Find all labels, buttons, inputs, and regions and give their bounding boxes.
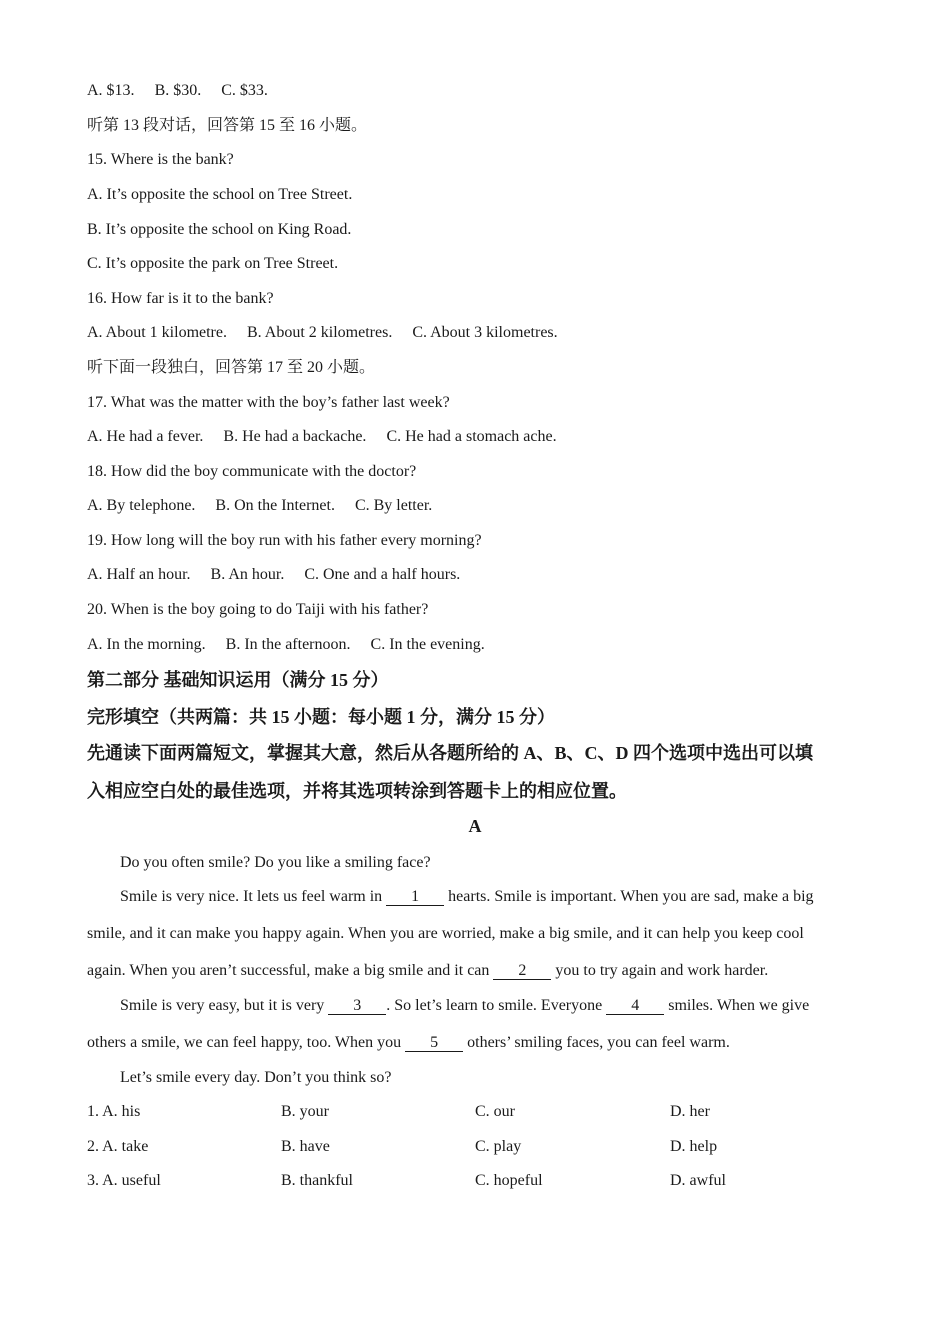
option-q2-d: D. help (670, 1138, 718, 1155)
q16-question: 16. How far is it to the bank? (87, 290, 274, 307)
text-segment: Smile is very easy, but it is very (120, 997, 329, 1014)
q17-question: 17. What was the matter with the boy’s father last week? (87, 394, 450, 411)
q16-option-a: A. About 1 kilometre. (87, 324, 227, 341)
blank-1: 1 (386, 888, 444, 906)
q18-option-b: B. On the Internet. (215, 497, 335, 514)
cloze-instruction-line1: 先通读下面两篇短文，掌握其大意，然后从各题所给的 A、B、C、D 四个选项中选出可以填 (87, 743, 813, 763)
q18-option-c: C. By letter. (354, 497, 433, 514)
q15-option-a: A. It’s opposite the school on Tree Street. (87, 186, 353, 203)
passage-paragraph-3-line-2 (87, 1033, 863, 1053)
passage-paragraph-2-line-2: smile, and it can make you happy again. When you are worried, make a big smile, and it can help you keep cool (87, 925, 804, 942)
passage-paragraph-3-line-1 (87, 996, 896, 1016)
text-segment: Smile is very nice. It lets us feel warm in (120, 888, 387, 905)
q14-option-c: C. $33. (221, 82, 268, 99)
cloze-title: 完形填空（共两篇：共 15 小题：每小题 1 分，满分 15 分） (87, 707, 555, 727)
blank-5: 5 (405, 1034, 463, 1052)
text-segment: others a smile, we can feel happy, too. When you (87, 1034, 406, 1051)
text-segment: smiles. When we give (664, 997, 810, 1014)
q19-option-b: B. An hour. (210, 566, 285, 583)
q14-options (87, 81, 268, 101)
text-segment: . So let’s learn to smile. Everyone (386, 997, 607, 1014)
q19-options (87, 565, 460, 585)
text-segment: others’ smiling faces, you can feel warm. (463, 1034, 730, 1051)
q15-option-c: C. It’s opposite the park on Tree Street. (87, 255, 339, 272)
q18-option-a: A. By telephone. (87, 497, 196, 514)
option-q1-c: C. our (475, 1103, 515, 1120)
option-q3-c: C. hopeful (475, 1172, 543, 1189)
q20-option-c: C. In the evening. (370, 636, 485, 653)
q18-question: 18. How did the boy communicate with the doctor? (87, 463, 417, 480)
cloze-instruction-line2: 入相应空白处的最佳选项，并将其选项转涂到答题卡上的相应位置。 (87, 781, 627, 801)
blank-2: 2 (493, 962, 551, 980)
passage-paragraph-2-line-3 (87, 961, 863, 981)
dialog13-instruction: 听第 13 段对话，回答第 15 至 16 小题。 (87, 117, 368, 134)
q20-options (87, 635, 485, 655)
q20-option-a: A. In the morning. (87, 636, 206, 653)
q15-question: 15. Where is the bank? (87, 151, 234, 168)
passage-label: A (468, 816, 482, 836)
q19-question: 19. How long will the boy run with his father every morning? (87, 532, 482, 549)
passage-paragraph-2-line-1 (87, 887, 896, 907)
part2-title: 第二部分 基础知识运用（满分 15 分） (87, 670, 389, 690)
q20-question: 20. When is the boy going to do Taiji with his father? (87, 601, 429, 618)
blank-3: 3 (328, 997, 386, 1015)
q16-option-b: B. About 2 kilometres. (246, 324, 393, 341)
option-q1-b: B. your (281, 1103, 329, 1120)
q17-option-c: C. He had a stomach ache. (386, 428, 557, 445)
option-q2-b: B. have (281, 1138, 330, 1155)
q19-option-c: C. One and a half hours. (304, 566, 461, 583)
q17-option-a: A. He had a fever. (87, 428, 204, 445)
option-q3-a: 3. A. useful (87, 1172, 161, 1189)
text-segment: you to try again and work harder. (551, 962, 769, 979)
text-segment: again. When you aren’t successful, make a big smile and it can (87, 962, 494, 979)
option-q1-a: 1. A. his (87, 1103, 141, 1120)
option-q2-a: 2. A. take (87, 1138, 149, 1155)
q20-option-b: B. In the afternoon. (225, 636, 351, 653)
q14-option-b: B. $30. (154, 82, 202, 99)
option-q3-d: D. awful (670, 1172, 726, 1189)
q17-options (87, 427, 557, 447)
option-q2-c: C. play (475, 1138, 522, 1155)
q16-options (87, 323, 558, 343)
passage-paragraph-1: Do you often smile? Do you like a smiling face? (120, 854, 431, 871)
passage-paragraph-4: Let’s smile every day. Don’t you think so? (120, 1069, 392, 1086)
text-segment: hearts. Smile is important. When you are sad, make a big (444, 888, 814, 905)
monologue-instruction: 听下面一段独白，回答第 17 至 20 小题。 (87, 359, 376, 376)
option-q3-b: B. thankful (281, 1172, 353, 1189)
q14-option-a: A. $13. (87, 82, 135, 99)
option-q1-d: D. her (670, 1103, 710, 1120)
q18-options (87, 496, 432, 516)
q16-option-c: C. About 3 kilometres. (412, 324, 558, 341)
q19-option-a: A. Half an hour. (87, 566, 191, 583)
q17-option-b: B. He had a backache. (223, 428, 367, 445)
blank-4: 4 (606, 997, 664, 1015)
q15-option-b: B. It’s opposite the school on King Road. (87, 221, 352, 238)
